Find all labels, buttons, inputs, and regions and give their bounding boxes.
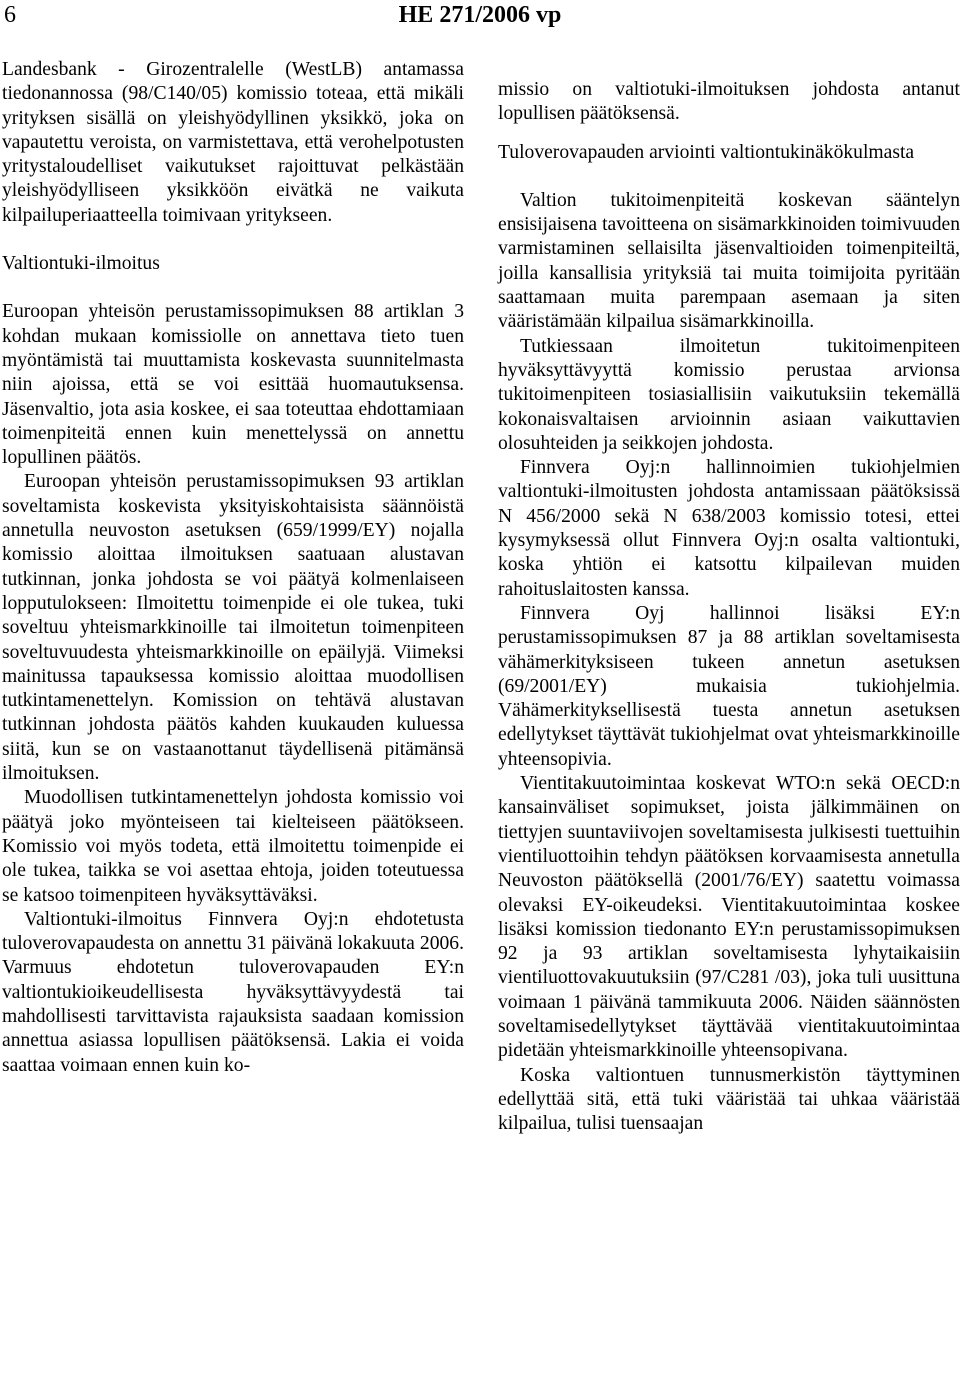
section-heading: Tuloverovapauden arviointi valtiontukinäkökulmasta [498, 141, 915, 163]
paragraph: Landesbank - Girozentralelle (WestLB) antamassa tiedonannossa (98/C140/05) komissio toteaa, että mikäli yrityksen sisällä on yleishyödyllinen yksikkö, joka on vapautettu veroista, on varmistettava, että verohelpotusten yritystaloudelliset vaikutukset rajoittuvat pelkästään yleishyödylliseen yksikköön eivätkä ne vaikuta kilpailuperiaatteella toimivaan yritykseen. [2, 59, 464, 226]
paragraph: Finnvera Oyj hallinnoi lisäksi EY:n perustamissopimuksen 87 ja 88 artiklan soveltamisesta vähämerkityksiseen tukeen annetun asetuksen (69/2001/EY) mukaisia tukiohjelmia. Vähämerkityksellisestä tuesta annetun asetuksen edellytykset täyttävät tukiohjelmat ovat yhteismarkkinoille yhteensopivia. [498, 602, 960, 770]
paragraph: missio on valtiotuki-ilmoituksen johdosta antanut lopullisen päätöksensä. [498, 79, 960, 125]
paragraph: Koska valtiontuen tunnusmerkistön täyttyminen edellyttää sitä, että tuki vääristää tai uhkaa vääristää kilpailua, tulisi tuensaajan [498, 1064, 960, 1135]
paragraph: Valtiontuki-ilmoitus Finnvera Oyj:n ehdotetusta tuloverovapaudesta on annettu 31 päivänä lokakuuta 2006. Varmuus ehdotetun tuloverovapauden EY:n valtiontukioikeudellisesta hyväksyttävyydestä tai mahdollisesti tarvittavista rajauksista saadaan komission annettua asiassa lopullisen päätöksensä. Lakia ei voida saattaa voimaan ennen kuin ko- [2, 908, 464, 1076]
paragraph: Euroopan yhteisön perustamissopimuksen 88 artiklan 3 kohdan mukaan komissiolle on annettava tieto tuen myöntämistä tai muuttamista koskevasta suunnitelmasta niin ajoissa, että se voi esittää huomautuksensa. Jäsenvaltio, jota asia koskee, ei saa toteuttaa ehdottamiaan toimenpiteitä ennen kuin menettelyssä on annettu lopullinen päätös. [2, 301, 464, 469]
page-number: 6 [4, 2, 16, 28]
paragraph: Muodollisen tutkintamenettelyn johdosta komissio voi päätyä joko myönteiseen tai kielteiseen päätökseen. Komissio voi myös todeta, että ilmoitettu toimenpide ei ole tukea, taikka se voi asettaa ehtoja, joiden toteutuessa se katsoo toimenpiteen hyväksyttäväksi. [2, 787, 464, 906]
left-column [2, 58, 464, 1078]
document-reference: HE 271/2006 vp [398, 2, 562, 28]
paragraph: Euroopan yhteisön perustamissopimuksen 93 artiklan soveltamista koskevista yksityiskohtaisista säännöistä annetulla neuvoston asetuksen (659/1999/EY) nojalla komissio aloittaa ilmoituksen saatuaan alustavan tutkinnan, jonka johdosta se voi päätyä kolmenlaiseen lopputulokseen: Ilmoitettu toimenpide ei ole tukea, tuki soveltuu yhteismarkkinoille tai ilmoitetun toimenpiteen soveltuvuudesta yhteismarkkinoille on epäilyjä. Viimeksi mainitussa tapauksessa komissio aloittaa muodollisen tutkintamenettelyn. Komission on tehtävä alustavan tutkinnan johdosta päätös kahden kuukauden kuluessa siitä, kun se on vastaanottanut täydellisenä pitämänsä ilmoituksen. [2, 471, 464, 785]
paragraph: Vientitakuutoimintaa koskevat WTO:n sekä OECD:n kansainväliset sopimukset, joista jälkimmäinen on tiettyjen suuntaviivojen soveltamisesta julkisesti tuettuihin vientiluottoihin tehdyn päätöksen korvaamisesta annetulla Neuvoston päätöksellä (2001/76/EY) saatettu voimassa olevaksi EY-oikeudeksi. Vientitakuutoimintaa koskee lisäksi komission tiedonanto EY:n perustamissopimuksen 92 ja 93 artiklan soveltamisesta lyhytaikaisiin vientiluottovakuutuksiin (97/C281 /03), joka tuli uusittuna voimaan 1 päivänä tammikuuta 2006. Näiden säännösten soveltamisedellytykset täyttävää vientitakuutoimintaa pidetään yhteismarkkinoille yhteensopivana. [498, 773, 960, 1062]
paragraph: Tutkiessaan ilmoitetun tukitoimenpiteen hyväksyttävyyttä komissio perustaa arvionsa tukitoimenpiteen tosiasiallisiin vaikutuksiin tekemällä kokonaisvaltaisen arvioinnin asiaan vaikuttavien olosuhteiden ja seikkojen johdosta. [498, 335, 960, 454]
right-column [498, 78, 960, 1136]
paragraph: Valtion tukitoimenpiteitä koskevan sääntelyn ensisijaisena tavoitteena on sisämarkkinoiden toimivuuden varmistaminen sellaisilta jäsenvaltioiden toimenpiteiltä, joilla kansallisia yrityksiä tai muita toimijoita pyritään saattamaan muita parempaan asemaan ja siten vääristämään kilpailua sisämarkkinoilla. [498, 189, 960, 333]
paragraph: Finnvera Oyj:n hallinnoimien tukiohjelmien valtiontuki-ilmoitusten johdosta antamissaan päätöksissä N 456/2000 sekä N 638/2003 komissio totesi, ettei kysymyksessä ollut Finnvera Oyj:n osalta valtiontuki, koska yhtiön ei katsottu kilpailevan muiden rahoituslaitosten kanssa. [498, 457, 960, 600]
section-heading: Valtiontuki-ilmoitus [2, 253, 160, 275]
